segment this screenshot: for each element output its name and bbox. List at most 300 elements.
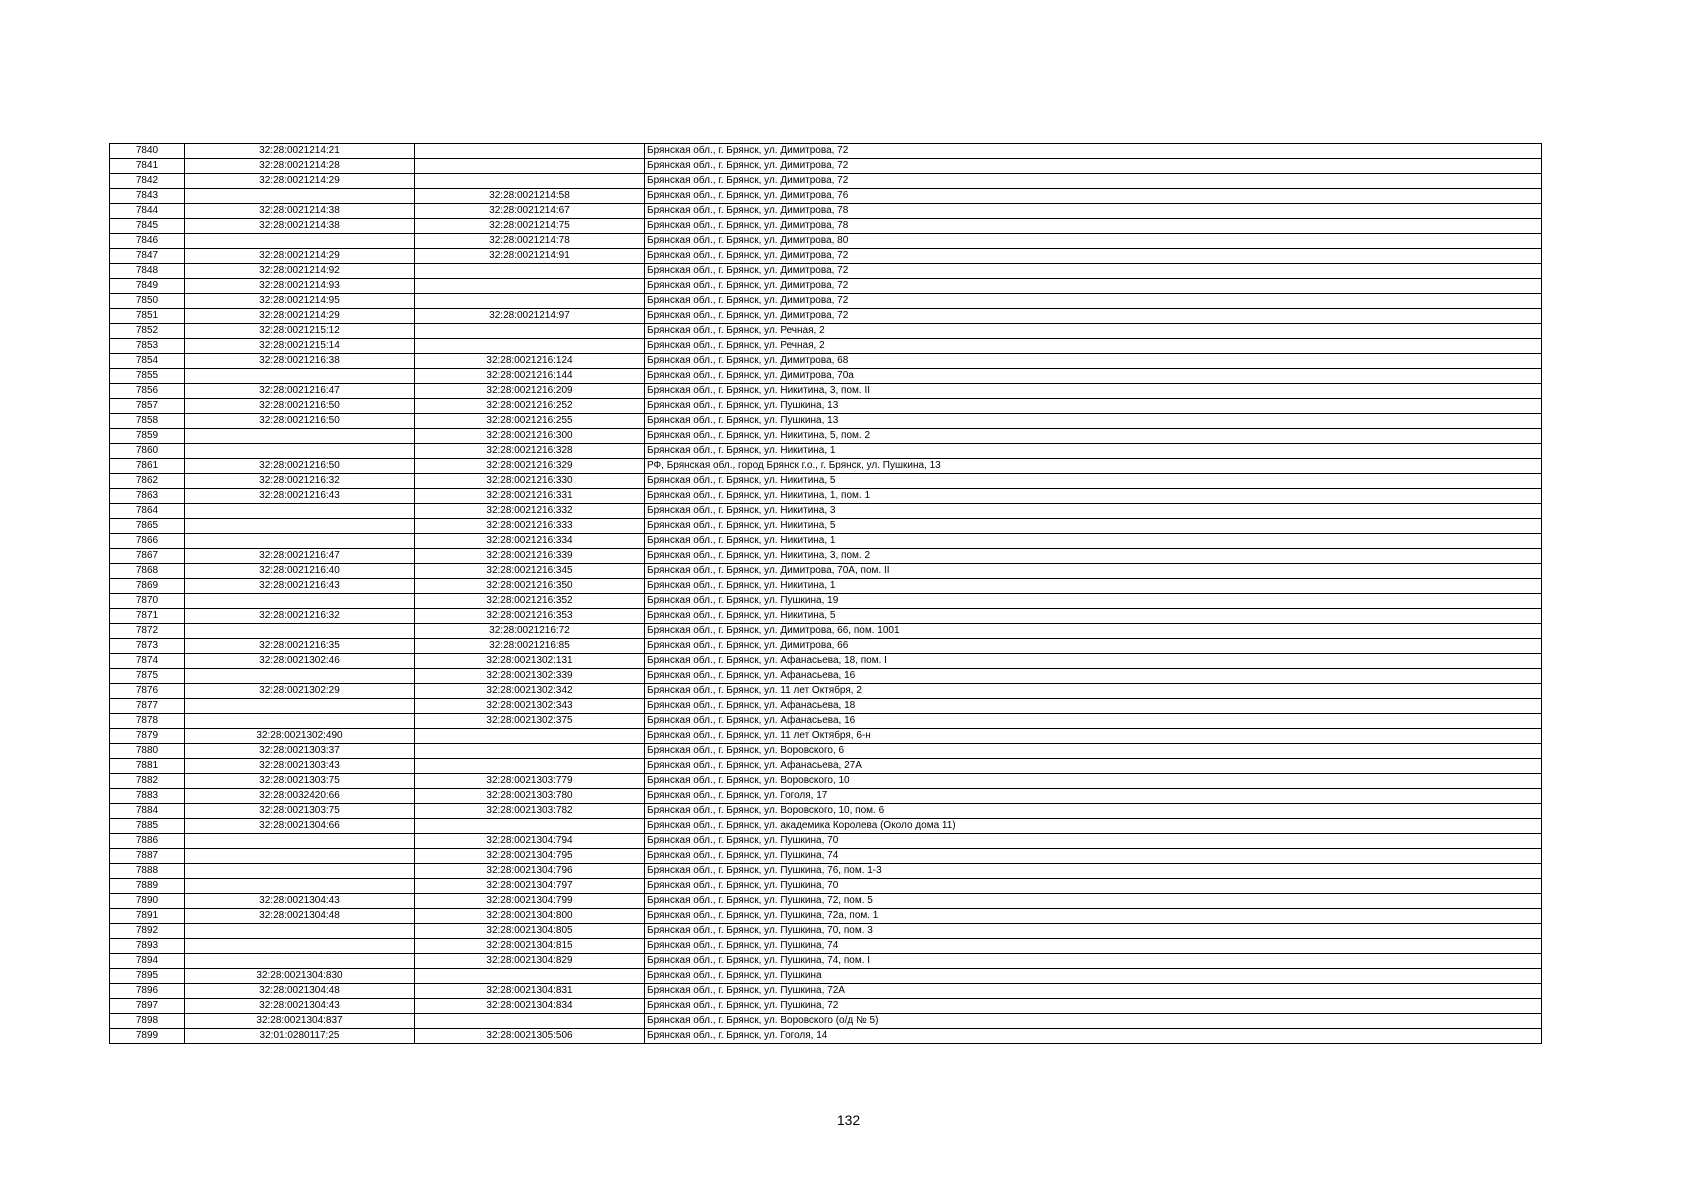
row-number-cell: 7840 <box>110 144 185 159</box>
table-row <box>110 444 1542 459</box>
related-cadastral-number-cell: 32:28:0021216:332 <box>415 504 645 519</box>
address-cell: Брянская обл., г. Брянск, ул. Пушкина, 72а, пом. 1 <box>645 909 1542 924</box>
table-row <box>110 969 1542 984</box>
address-cell: Брянская обл., г. Брянск, ул. Димитрова, 68 <box>645 354 1542 369</box>
address-cell: Брянская обл., г. Брянск, ул. Никитина, 3 <box>645 504 1542 519</box>
table-row <box>110 459 1542 474</box>
address-cell: Брянская обл., г. Брянск, ул. Никитина, 1 <box>645 534 1542 549</box>
registry-table-body <box>110 144 1542 1044</box>
cadastral-number-cell: 32:28:0021303:43 <box>185 759 415 774</box>
cadastral-number-cell: 32:28:0032420:66 <box>185 789 415 804</box>
table-row <box>110 909 1542 924</box>
related-cadastral-number-cell: 32:28:0021216:124 <box>415 354 645 369</box>
related-cadastral-number-cell: 32:28:0021304:805 <box>415 924 645 939</box>
cadastral-number-cell: 32:28:0021304:837 <box>185 1014 415 1029</box>
table-row <box>110 384 1542 399</box>
row-number-cell: 7893 <box>110 939 185 954</box>
related-cadastral-number-cell: 32:28:0021214:91 <box>415 249 645 264</box>
cadastral-number-cell: 32:01:0280117:25 <box>185 1029 415 1044</box>
table-row <box>110 684 1542 699</box>
cadastral-number-cell: 32:28:0021216:50 <box>185 399 415 414</box>
row-number-cell: 7892 <box>110 924 185 939</box>
related-cadastral-number-cell: 32:28:0021302:343 <box>415 699 645 714</box>
row-number-cell: 7889 <box>110 879 185 894</box>
cadastral-number-cell: 32:28:0021216:35 <box>185 639 415 654</box>
address-cell: Брянская обл., г. Брянск, ул. Никитина, 3, пом. 2 <box>645 549 1542 564</box>
cadastral-number-cell <box>185 879 415 894</box>
table-row <box>110 669 1542 684</box>
row-number-cell: 7857 <box>110 399 185 414</box>
address-cell: Брянская обл., г. Брянск, ул. Афанасьева, 16 <box>645 669 1542 684</box>
table-row <box>110 654 1542 669</box>
cadastral-number-cell <box>185 699 415 714</box>
address-cell: Брянская обл., г. Брянск, ул. Речная, 2 <box>645 339 1542 354</box>
related-cadastral-number-cell: 32:28:0021303:779 <box>415 774 645 789</box>
address-cell: Брянская обл., г. Брянск, ул. Пушкина, 72 <box>645 999 1542 1014</box>
page-number: 132 <box>836 1112 861 1128</box>
row-number-cell: 7841 <box>110 159 185 174</box>
cadastral-number-cell: 32:28:0021214:28 <box>185 159 415 174</box>
row-number-cell: 7891 <box>110 909 185 924</box>
cadastral-number-cell <box>185 849 415 864</box>
address-cell: Брянская обл., г. Брянск, ул. 11 лет Октября, 6-н <box>645 729 1542 744</box>
table-row <box>110 354 1542 369</box>
table-row <box>110 879 1542 894</box>
cadastral-number-cell: 32:28:0021216:43 <box>185 489 415 504</box>
cadastral-number-cell: 32:28:0021216:47 <box>185 549 415 564</box>
related-cadastral-number-cell: 32:28:0021302:339 <box>415 669 645 684</box>
row-number-cell: 7867 <box>110 549 185 564</box>
related-cadastral-number-cell: 32:28:0021304:815 <box>415 939 645 954</box>
related-cadastral-number-cell <box>415 264 645 279</box>
address-cell: Брянская обл., г. Брянск, ул. Димитрова, 72 <box>645 279 1542 294</box>
related-cadastral-number-cell <box>415 969 645 984</box>
table-row <box>110 759 1542 774</box>
address-cell: Брянская обл., г. Брянск, ул. Пушкина, 19 <box>645 594 1542 609</box>
address-cell: Брянская обл., г. Брянск, ул. академика Королева (Около дома 11) <box>645 819 1542 834</box>
cadastral-number-cell: 32:28:0021216:40 <box>185 564 415 579</box>
row-number-cell: 7870 <box>110 594 185 609</box>
related-cadastral-number-cell: 32:28:0021304:800 <box>415 909 645 924</box>
address-cell: Брянская обл., г. Брянск, ул. Димитрова, 76 <box>645 189 1542 204</box>
row-number-cell: 7873 <box>110 639 185 654</box>
related-cadastral-number-cell: 32:28:0021303:780 <box>415 789 645 804</box>
related-cadastral-number-cell: 32:28:0021304:794 <box>415 834 645 849</box>
row-number-cell: 7871 <box>110 609 185 624</box>
address-cell: Брянская обл., г. Брянск, ул. Пушкина, 74 <box>645 939 1542 954</box>
row-number-cell: 7848 <box>110 264 185 279</box>
row-number-cell: 7899 <box>110 1029 185 1044</box>
related-cadastral-number-cell <box>415 1014 645 1029</box>
table-row <box>110 474 1542 489</box>
row-number-cell: 7842 <box>110 174 185 189</box>
cadastral-number-cell <box>185 924 415 939</box>
row-number-cell: 7862 <box>110 474 185 489</box>
related-cadastral-number-cell: 32:28:0021216:255 <box>415 414 645 429</box>
row-number-cell: 7861 <box>110 459 185 474</box>
row-number-cell: 7854 <box>110 354 185 369</box>
address-cell: Брянская обл., г. Брянск, ул. Димитрова, 72 <box>645 264 1542 279</box>
table-row <box>110 144 1542 159</box>
table-row <box>110 189 1542 204</box>
row-number-cell: 7845 <box>110 219 185 234</box>
cadastral-number-cell <box>185 714 415 729</box>
cadastral-number-cell: 32:28:0021215:14 <box>185 339 415 354</box>
related-cadastral-number-cell <box>415 729 645 744</box>
table-row <box>110 864 1542 879</box>
related-cadastral-number-cell: 32:28:0021214:58 <box>415 189 645 204</box>
address-cell: Брянская обл., г. Брянск, ул. Димитрова, 72 <box>645 309 1542 324</box>
related-cadastral-number-cell: 32:28:0021216:331 <box>415 489 645 504</box>
table-row <box>110 804 1542 819</box>
address-cell: Брянская обл., г. Брянск, ул. Пушкина, 72А <box>645 984 1542 999</box>
cadastral-number-cell: 32:28:0021216:38 <box>185 354 415 369</box>
related-cadastral-number-cell: 32:28:0021304:796 <box>415 864 645 879</box>
address-cell: Брянская обл., г. Брянск, ул. Никитина, 1, пом. 1 <box>645 489 1542 504</box>
related-cadastral-number-cell: 32:28:0021304:829 <box>415 954 645 969</box>
row-number-cell: 7895 <box>110 969 185 984</box>
row-number-cell: 7852 <box>110 324 185 339</box>
cadastral-number-cell: 32:28:0021214:29 <box>185 174 415 189</box>
table-row <box>110 294 1542 309</box>
row-number-cell: 7859 <box>110 429 185 444</box>
table-row <box>110 264 1542 279</box>
cadastral-number-cell: 32:28:0021216:32 <box>185 609 415 624</box>
cadastral-number-cell: 32:28:0021304:830 <box>185 969 415 984</box>
table-row <box>110 849 1542 864</box>
cadastral-number-cell <box>185 429 415 444</box>
row-number-cell: 7844 <box>110 204 185 219</box>
row-number-cell: 7865 <box>110 519 185 534</box>
row-number-cell: 7872 <box>110 624 185 639</box>
related-cadastral-number-cell <box>415 339 645 354</box>
cadastral-number-cell <box>185 669 415 684</box>
row-number-cell: 7869 <box>110 579 185 594</box>
address-cell: Брянская обл., г. Брянск, ул. Воровского, 10, пом. 6 <box>645 804 1542 819</box>
row-number-cell: 7897 <box>110 999 185 1014</box>
related-cadastral-number-cell: 32:28:0021214:75 <box>415 219 645 234</box>
table-row <box>110 954 1542 969</box>
related-cadastral-number-cell: 32:28:0021216:252 <box>415 399 645 414</box>
related-cadastral-number-cell: 32:28:0021304:834 <box>415 999 645 1014</box>
row-number-cell: 7876 <box>110 684 185 699</box>
table-row <box>110 744 1542 759</box>
related-cadastral-number-cell: 32:28:0021216:329 <box>415 459 645 474</box>
table-row <box>110 639 1542 654</box>
row-number-cell: 7855 <box>110 369 185 384</box>
cadastral-number-cell <box>185 864 415 879</box>
row-number-cell: 7849 <box>110 279 185 294</box>
address-cell: Брянская обл., г. Брянск, ул. Афанасьева, 18 <box>645 699 1542 714</box>
table-row <box>110 984 1542 999</box>
row-number-cell: 7886 <box>110 834 185 849</box>
row-number-cell: 7860 <box>110 444 185 459</box>
address-cell: Брянская обл., г. Брянск, ул. Димитрова, 66 <box>645 639 1542 654</box>
related-cadastral-number-cell: 32:28:0021216:85 <box>415 639 645 654</box>
row-number-cell: 7846 <box>110 234 185 249</box>
related-cadastral-number-cell: 32:28:0021304:831 <box>415 984 645 999</box>
address-cell: Брянская обл., г. Брянск, ул. Пушкина, 70, пом. 3 <box>645 924 1542 939</box>
table-row <box>110 1029 1542 1044</box>
table-row <box>110 549 1542 564</box>
row-number-cell: 7863 <box>110 489 185 504</box>
row-number-cell: 7868 <box>110 564 185 579</box>
cadastral-number-cell: 32:28:0021303:75 <box>185 804 415 819</box>
address-cell: Брянская обл., г. Брянск, ул. Воровского, 10 <box>645 774 1542 789</box>
address-cell: Брянская обл., г. Брянск, ул. Димитрова, 78 <box>645 219 1542 234</box>
table-row <box>110 309 1542 324</box>
cadastral-number-cell <box>185 189 415 204</box>
row-number-cell: 7880 <box>110 744 185 759</box>
table-row <box>110 924 1542 939</box>
cadastral-number-cell <box>185 939 415 954</box>
cadastral-number-cell: 32:28:0021216:50 <box>185 459 415 474</box>
table-row <box>110 414 1542 429</box>
table-row <box>110 699 1542 714</box>
table-row <box>110 579 1542 594</box>
cadastral-number-cell: 32:28:0021215:12 <box>185 324 415 339</box>
cadastral-number-cell <box>185 954 415 969</box>
address-cell: Брянская обл., г. Брянск, ул. Димитрова, 70а <box>645 369 1542 384</box>
table-row <box>110 324 1542 339</box>
related-cadastral-number-cell: 32:28:0021216:330 <box>415 474 645 489</box>
address-cell: Брянская обл., г. Брянск, ул. Речная, 2 <box>645 324 1542 339</box>
cadastral-number-cell: 32:28:0021302:490 <box>185 729 415 744</box>
row-number-cell: 7890 <box>110 894 185 909</box>
related-cadastral-number-cell: 32:28:0021303:782 <box>415 804 645 819</box>
row-number-cell: 7850 <box>110 294 185 309</box>
table-row <box>110 174 1542 189</box>
address-cell: Брянская обл., г. Брянск, ул. Афанасьева, 27А <box>645 759 1542 774</box>
related-cadastral-number-cell: 32:28:0021216:353 <box>415 609 645 624</box>
cadastral-number-cell: 32:28:0021214:38 <box>185 204 415 219</box>
related-cadastral-number-cell: 32:28:0021304:799 <box>415 894 645 909</box>
related-cadastral-number-cell <box>415 174 645 189</box>
row-number-cell: 7884 <box>110 804 185 819</box>
row-number-cell: 7856 <box>110 384 185 399</box>
row-number-cell: 7896 <box>110 984 185 999</box>
address-cell: Брянская обл., г. Брянск, ул. Димитрова, 78 <box>645 204 1542 219</box>
related-cadastral-number-cell: 32:28:0021302:342 <box>415 684 645 699</box>
table-row <box>110 279 1542 294</box>
address-cell: Брянская обл., г. Брянск, ул. Воровского (о/д № 5) <box>645 1014 1542 1029</box>
address-cell: Брянская обл., г. Брянск, ул. Димитрова, 72 <box>645 174 1542 189</box>
cadastral-number-cell <box>185 519 415 534</box>
related-cadastral-number-cell <box>415 159 645 174</box>
related-cadastral-number-cell: 32:28:0021216:209 <box>415 384 645 399</box>
address-cell: Брянская обл., г. Брянск, ул. Пушкина, 13 <box>645 414 1542 429</box>
table-row <box>110 429 1542 444</box>
cadastral-number-cell: 32:28:0021214:21 <box>185 144 415 159</box>
related-cadastral-number-cell: 32:28:0021214:97 <box>415 309 645 324</box>
related-cadastral-number-cell <box>415 294 645 309</box>
registry-table <box>109 143 1542 1044</box>
address-cell: Брянская обл., г. Брянск, ул. Никитина, 5 <box>645 519 1542 534</box>
related-cadastral-number-cell: 32:28:0021216:300 <box>415 429 645 444</box>
cadastral-number-cell <box>185 594 415 609</box>
cadastral-number-cell: 32:28:0021214:92 <box>185 264 415 279</box>
row-number-cell: 7875 <box>110 669 185 684</box>
related-cadastral-number-cell: 32:28:0021216:144 <box>415 369 645 384</box>
address-cell: Брянская обл., г. Брянск, ул. Пушкина, 74, пом. I <box>645 954 1542 969</box>
table-row <box>110 714 1542 729</box>
address-cell: Брянская обл., г. Брянск, ул. Воровского, 6 <box>645 744 1542 759</box>
cadastral-number-cell: 32:28:0021303:75 <box>185 774 415 789</box>
table-row <box>110 399 1542 414</box>
cadastral-number-cell <box>185 504 415 519</box>
cadastral-number-cell <box>185 624 415 639</box>
row-number-cell: 7882 <box>110 774 185 789</box>
table-row <box>110 594 1542 609</box>
cadastral-number-cell: 32:28:0021304:66 <box>185 819 415 834</box>
row-number-cell: 7878 <box>110 714 185 729</box>
table-row <box>110 819 1542 834</box>
address-cell: Брянская обл., г. Брянск, ул. Пушкина, 74 <box>645 849 1542 864</box>
address-cell: Брянская обл., г. Брянск, ул. Пушкина, 70 <box>645 879 1542 894</box>
cadastral-number-cell: 32:28:0021302:46 <box>185 654 415 669</box>
table-row <box>110 159 1542 174</box>
cadastral-number-cell: 32:28:0021214:29 <box>185 309 415 324</box>
table-row <box>110 729 1542 744</box>
cadastral-number-cell: 32:28:0021216:32 <box>185 474 415 489</box>
cadastral-number-cell: 32:28:0021214:29 <box>185 249 415 264</box>
table-row <box>110 534 1542 549</box>
address-cell: Брянская обл., г. Брянск, ул. Димитрова, 72 <box>645 294 1542 309</box>
cadastral-number-cell <box>185 834 415 849</box>
row-number-cell: 7851 <box>110 309 185 324</box>
address-cell: Брянская обл., г. Брянск, ул. Никитина, 3, пом. II <box>645 384 1542 399</box>
table-row <box>110 519 1542 534</box>
row-number-cell: 7877 <box>110 699 185 714</box>
related-cadastral-number-cell: 32:28:0021216:72 <box>415 624 645 639</box>
row-number-cell: 7887 <box>110 849 185 864</box>
table-row <box>110 219 1542 234</box>
row-number-cell: 7858 <box>110 414 185 429</box>
row-number-cell: 7847 <box>110 249 185 264</box>
address-cell: Брянская обл., г. Брянск, ул. Пушкина, 70 <box>645 834 1542 849</box>
address-cell: Брянская обл., г. Брянск, ул. Никитина, 1 <box>645 444 1542 459</box>
table-row <box>110 369 1542 384</box>
table-row <box>110 504 1542 519</box>
row-number-cell: 7888 <box>110 864 185 879</box>
cadastral-number-cell: 32:28:0021216:47 <box>185 384 415 399</box>
table-row <box>110 894 1542 909</box>
cadastral-number-cell: 32:28:0021304:43 <box>185 999 415 1014</box>
table-row <box>110 999 1542 1014</box>
cadastral-number-cell: 32:28:0021304:48 <box>185 984 415 999</box>
related-cadastral-number-cell: 32:28:0021216:333 <box>415 519 645 534</box>
row-number-cell: 7866 <box>110 534 185 549</box>
cadastral-number-cell: 32:28:0021304:43 <box>185 894 415 909</box>
table-row <box>110 204 1542 219</box>
table-row <box>110 489 1542 504</box>
address-cell: Брянская обл., г. Брянск, ул. Гоголя, 14 <box>645 1029 1542 1044</box>
row-number-cell: 7879 <box>110 729 185 744</box>
address-cell: Брянская обл., г. Брянск, ул. Димитрова, 66, пом. 1001 <box>645 624 1542 639</box>
cadastral-number-cell: 32:28:0021302:29 <box>185 684 415 699</box>
cadastral-number-cell <box>185 234 415 249</box>
related-cadastral-number-cell: 32:28:0021216:334 <box>415 534 645 549</box>
related-cadastral-number-cell <box>415 744 645 759</box>
table-row <box>110 834 1542 849</box>
address-cell: РФ, Брянская обл., город Брянск г.о., г. Брянск, ул. Пушкина, 13 <box>645 459 1542 474</box>
row-number-cell: 7885 <box>110 819 185 834</box>
address-cell: Брянская обл., г. Брянск, ул. Димитрова, 72 <box>645 249 1542 264</box>
address-cell: Брянская обл., г. Брянск, ул. Димитрова, 72 <box>645 144 1542 159</box>
table-row <box>110 624 1542 639</box>
related-cadastral-number-cell <box>415 144 645 159</box>
table-row <box>110 234 1542 249</box>
address-cell: Брянская обл., г. Брянск, ул. Пушкина <box>645 969 1542 984</box>
address-cell: Брянская обл., г. Брянск, ул. Афанасьева, 16 <box>645 714 1542 729</box>
row-number-cell: 7853 <box>110 339 185 354</box>
cadastral-number-cell: 32:28:0021216:43 <box>185 579 415 594</box>
related-cadastral-number-cell: 32:28:0021214:78 <box>415 234 645 249</box>
related-cadastral-number-cell: 32:28:0021214:67 <box>415 204 645 219</box>
cadastral-number-cell: 32:28:0021214:95 <box>185 294 415 309</box>
address-cell: Брянская обл., г. Брянск, ул. Димитрова, 80 <box>645 234 1542 249</box>
related-cadastral-number-cell: 32:28:0021302:375 <box>415 714 645 729</box>
row-number-cell: 7894 <box>110 954 185 969</box>
table-row <box>110 339 1542 354</box>
address-cell: Брянская обл., г. Брянск, ул. Никитина, 1 <box>645 579 1542 594</box>
related-cadastral-number-cell <box>415 324 645 339</box>
address-cell: Брянская обл., г. Брянск, ул. Димитрова, 70А, пом. II <box>645 564 1542 579</box>
row-number-cell: 7843 <box>110 189 185 204</box>
cadastral-number-cell <box>185 534 415 549</box>
cadastral-number-cell: 32:28:0021216:50 <box>185 414 415 429</box>
related-cadastral-number-cell: 32:28:0021216:328 <box>415 444 645 459</box>
related-cadastral-number-cell <box>415 819 645 834</box>
related-cadastral-number-cell: 32:28:0021304:797 <box>415 879 645 894</box>
table-row <box>110 1014 1542 1029</box>
row-number-cell: 7898 <box>110 1014 185 1029</box>
cadastral-number-cell: 32:28:0021214:93 <box>185 279 415 294</box>
address-cell: Брянская обл., г. Брянск, ул. 11 лет Октября, 2 <box>645 684 1542 699</box>
row-number-cell: 7883 <box>110 789 185 804</box>
table-row <box>110 564 1542 579</box>
table-row <box>110 789 1542 804</box>
related-cadastral-number-cell: 32:28:0021216:350 <box>415 579 645 594</box>
related-cadastral-number-cell <box>415 279 645 294</box>
address-cell: Брянская обл., г. Брянск, ул. Никитина, 5, пом. 2 <box>645 429 1542 444</box>
address-cell: Брянская обл., г. Брянск, ул. Пушкина, 72, пом. 5 <box>645 894 1542 909</box>
cadastral-number-cell <box>185 369 415 384</box>
cadastral-number-cell: 32:28:0021214:38 <box>185 219 415 234</box>
row-number-cell: 7874 <box>110 654 185 669</box>
address-cell: Брянская обл., г. Брянск, ул. Никитина, 5 <box>645 474 1542 489</box>
related-cadastral-number-cell: 32:28:0021302:131 <box>415 654 645 669</box>
address-cell: Брянская обл., г. Брянск, ул. Афанасьева, 18, пом. I <box>645 654 1542 669</box>
row-number-cell: 7881 <box>110 759 185 774</box>
row-number-cell: 7864 <box>110 504 185 519</box>
address-cell: Брянская обл., г. Брянск, ул. Пушкина, 13 <box>645 399 1542 414</box>
cadastral-number-cell: 32:28:0021303:37 <box>185 744 415 759</box>
related-cadastral-number-cell <box>415 759 645 774</box>
related-cadastral-number-cell: 32:28:0021216:352 <box>415 594 645 609</box>
related-cadastral-number-cell: 32:28:0021216:345 <box>415 564 645 579</box>
table-row <box>110 249 1542 264</box>
related-cadastral-number-cell: 32:28:0021216:339 <box>415 549 645 564</box>
cadastral-number-cell <box>185 444 415 459</box>
address-cell: Брянская обл., г. Брянск, ул. Димитрова, 72 <box>645 159 1542 174</box>
address-cell: Брянская обл., г. Брянск, ул. Пушкина, 76, пом. 1-3 <box>645 864 1542 879</box>
table-row <box>110 774 1542 789</box>
table-row <box>110 939 1542 954</box>
table-row <box>110 609 1542 624</box>
address-cell: Брянская обл., г. Брянск, ул. Никитина, 5 <box>645 609 1542 624</box>
related-cadastral-number-cell: 32:28:0021305:506 <box>415 1029 645 1044</box>
